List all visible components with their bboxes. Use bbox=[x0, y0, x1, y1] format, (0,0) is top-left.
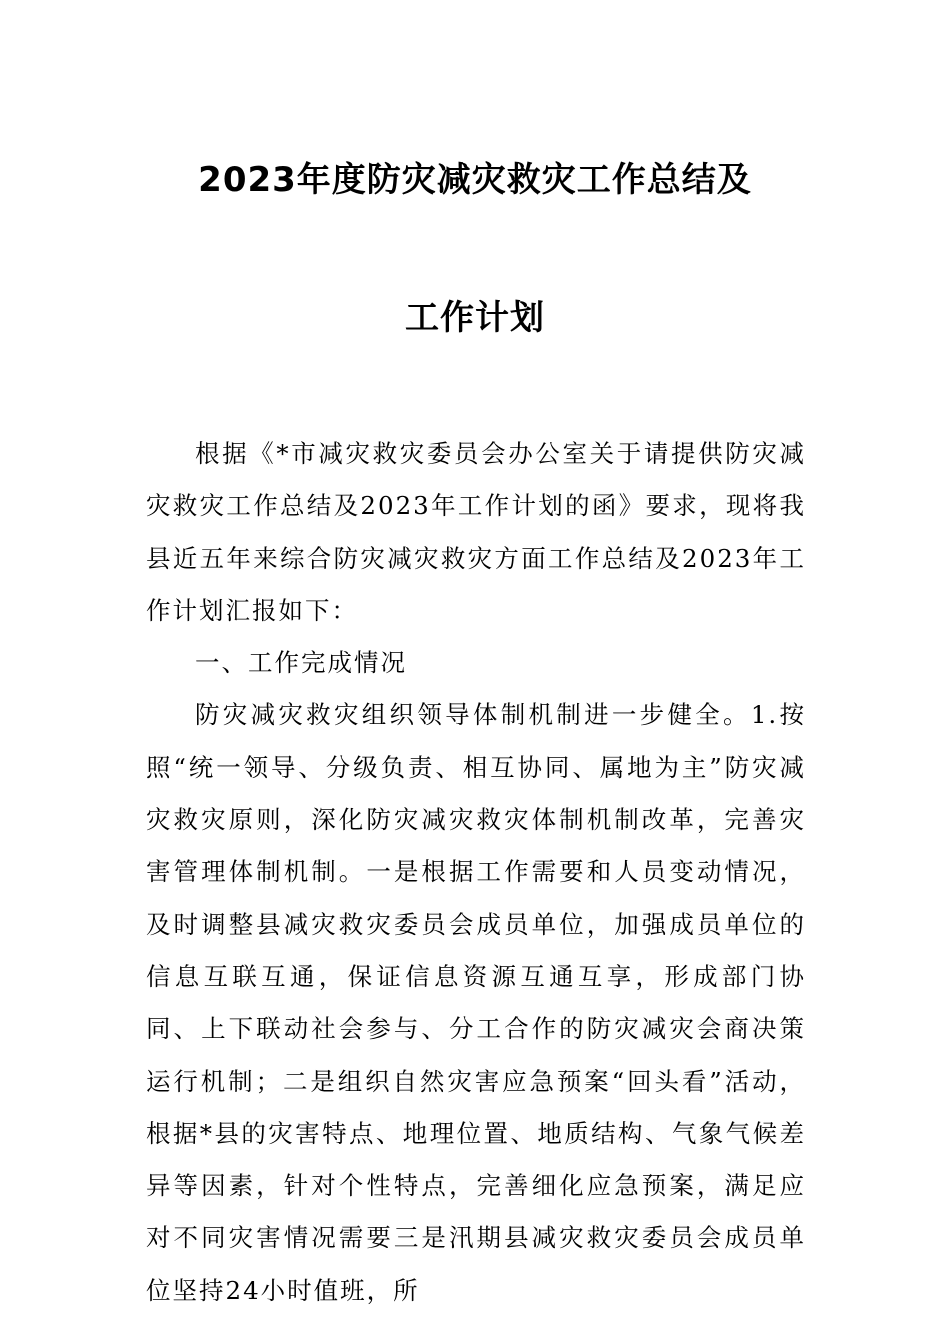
section-heading: 一、工作完成情况 bbox=[195, 648, 407, 678]
intro-paragraph: 根据《*市减灾救灾委员会办公室关于请提供防灾减灾救灾工作总结及2023年工作计划的函》要求，现将我县近五年来综合防灾减灾救灾方面工作总结及2023年工作计划汇报如下： bbox=[146, 439, 806, 625]
document-body bbox=[146, 428, 806, 1317]
document-title-line-1: 2023年度防灾减灾救灾工作总结及 bbox=[198, 160, 752, 200]
body-paragraph: 防灾减灾救灾组织领导体制机制进一步健全。1.按照“统一领导、分级负责、相互协同、属地为主”防灾减灾救灾原则，深化防灾减灾救灾体制机制改革，完善灾害管理体制机制。一是根据工作需要和人员变动情况，及时调整县减灾救灾委员会成员单位，加强成员单位的信息互联互通，保证信息资源互通互享，形成部门协同、上下联动社会参与、分工合作的防灾减灾会商决策运行机制；二是组织自然灾害应急预案“回头看”活动，根据*县的灾害特点、地理位置、地质结构、气象气候差异等因素，针对个性特点，完善细化应急预案，满足应对不同灾害情况需要三是汛期县减灾救灾委员会成员单位坚持24小时值班，所 bbox=[146, 700, 806, 1305]
document-title-line-2: 工作计划 bbox=[405, 298, 545, 338]
